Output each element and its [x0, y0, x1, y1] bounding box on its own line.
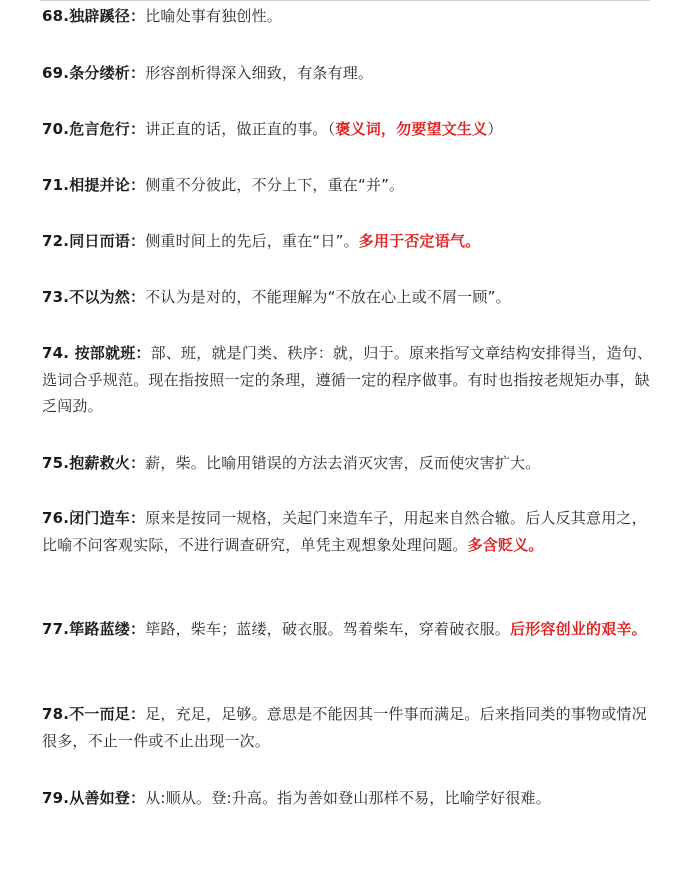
entry-term: 70.危言危行： — [42, 120, 146, 138]
entry-definition: 筚路，柴车；蓝缕，破衣服。驾着柴车，穿着破衣服。 — [145, 620, 511, 638]
entry-definition: 侧重不分彼此，不分上下，重在“并”。 — [145, 176, 405, 194]
entry-term: 73.不以为然： — [42, 288, 146, 306]
entry-70 — [42, 116, 654, 143]
entry-definition: 部、班，就是门类、秩序：就，归于。原来指写文章结构安排得当，造句、选词合乎规范。现在指按照一定的条理，遵循一定的程序做事。有时也指按老规矩办事，缺乏闯劲。 — [42, 344, 653, 415]
entry-definition: 薪，柴。比喻用错误的方法去消灭灾害，反而使灾害扩大。 — [145, 454, 541, 472]
entry-term: 69.条分缕析： — [42, 64, 146, 82]
entry-definition: 讲正直的话，做正直的事。（ — [145, 120, 336, 138]
entry-term: 74. 按部就班： — [42, 344, 151, 362]
entry-term: 77.筚路蓝缕： — [42, 620, 146, 638]
entry-79 — [42, 785, 654, 812]
entry-definition: 比喻处事有独创性。 — [145, 7, 283, 25]
entry-term: 71.相提并论： — [42, 176, 146, 194]
entry-term: 75.抱薪救火： — [42, 454, 146, 472]
entry-definition: 侧重时间上的先后，重在“日”。 — [145, 232, 359, 250]
entry-72 — [42, 228, 654, 255]
entry-term: 79.从善如登： — [42, 789, 146, 807]
entry-note: 后形容创业的艰辛。 — [510, 620, 647, 638]
entry-note: 多用于否定语气。 — [358, 232, 481, 250]
entry-68 — [42, 3, 654, 30]
entry-76 — [42, 505, 654, 558]
entry-definition: 形容剖析得深入细致，有条有理。 — [145, 64, 374, 82]
entry-definition: 原来是按同一规格，关起门来造车子，用起来自然合辙。后人反其意用之，比喻不问客观实际，不进行调查研究，单凭主观想象处理问题。 — [42, 509, 647, 554]
entry-term: 68.独辟蹊径： — [42, 7, 146, 25]
entry-74 — [42, 340, 654, 420]
top-divider — [40, 0, 650, 1]
entry-definition: 不认为是对的，不能理解为“不放在心上或不屑一顾”。 — [145, 288, 511, 306]
entry-78 — [42, 701, 654, 754]
entry-definition: 从:顺从。登:升高。指为善如登山那样不易，比喻学好很难。 — [145, 789, 551, 807]
entry-73 — [42, 284, 654, 311]
entry-69 — [42, 60, 654, 87]
entry-term: 76.闭门造车： — [42, 509, 146, 527]
entry-definition-tail: ） — [487, 120, 503, 138]
entry-75 — [42, 450, 654, 477]
entry-71 — [42, 172, 654, 199]
entry-77 — [42, 616, 654, 643]
entry-definition: 足，充足，足够。意思是不能因其一件事而满足。后来指同类的事物或情况很多，不止一件或不止出现一次。 — [42, 705, 647, 750]
entry-term: 72.同日而语： — [42, 232, 146, 250]
entry-term: 78.不一而足： — [42, 705, 146, 723]
entry-note: 多含贬义。 — [467, 535, 544, 554]
entry-note: 褒义词，勿要望文生义 — [335, 120, 488, 138]
